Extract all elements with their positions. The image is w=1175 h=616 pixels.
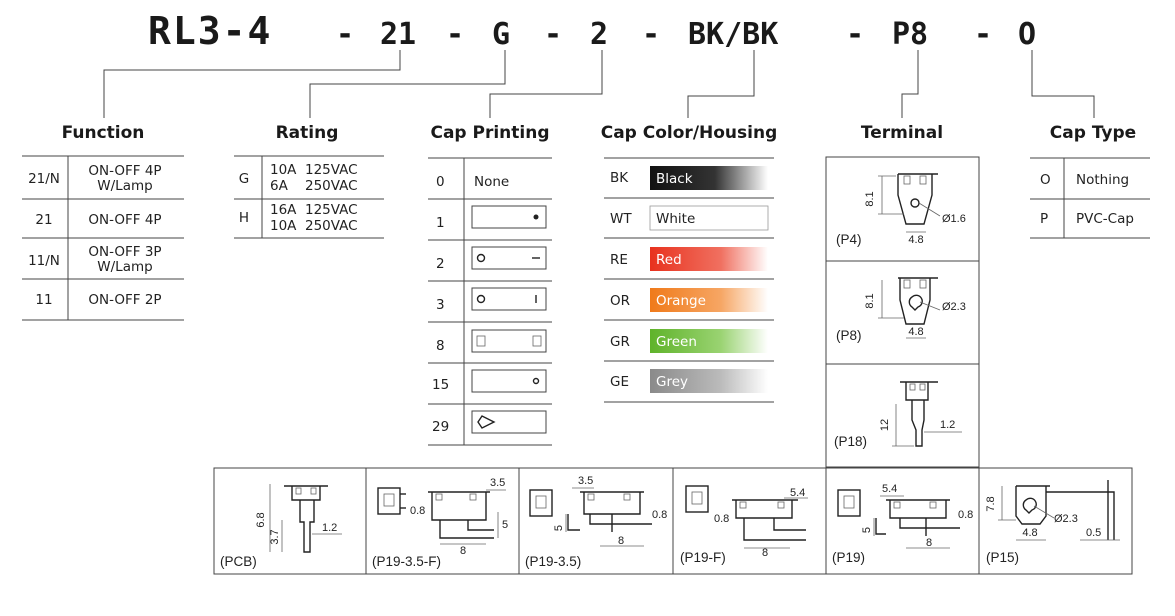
cap-print-code-2: 2 — [436, 256, 445, 272]
function-desc-2a: ON-OFF 3P — [88, 244, 162, 260]
cap-print-symbol-2 — [472, 247, 546, 269]
p19-35-f-dim-4: 8 — [460, 545, 467, 557]
terminal-p8-label: (P8) — [836, 328, 862, 343]
rating-line-0b: 6A 250VAC — [270, 178, 358, 194]
function-title: Function — [61, 123, 145, 143]
cap-printing-table — [428, 123, 552, 445]
color-label-grey: Grey — [656, 374, 689, 390]
rating-title: Rating — [275, 123, 339, 143]
terminal-p4-label: (P4) — [836, 232, 862, 247]
cap-print-code-15: 15 — [432, 377, 450, 393]
pcb-dim-2: 3.7 — [269, 529, 281, 545]
code-seg-rating: G — [492, 17, 511, 52]
color-code-re: RE — [610, 252, 628, 268]
function-code-3: 11 — [35, 292, 53, 308]
terminal-p19-f-drawing — [680, 486, 808, 565]
terminal-p19-label: (P19) — [832, 550, 866, 565]
color-code-bk: BK — [610, 170, 629, 186]
terminal-p8-dim-h: 8.1 — [864, 293, 876, 309]
cap-color-table — [601, 123, 778, 402]
cap-printing-title: Cap Printing — [430, 123, 550, 143]
terminal-p19-drawing — [832, 483, 973, 565]
p19-35-f-dim-1: 3.5 — [490, 477, 506, 489]
rating-table — [234, 123, 384, 238]
function-desc-3: ON-OFF 2P — [88, 292, 162, 308]
p19-35-dim-1: 3.5 — [578, 475, 594, 487]
p19-f-dim-1: 5.4 — [790, 487, 806, 499]
cap-print-symbol-8 — [472, 330, 546, 352]
code-sep-1: - — [336, 17, 355, 52]
cap-print-code-3: 3 — [436, 297, 445, 313]
color-label-orange: Orange — [656, 293, 706, 309]
terminal-pcb-drawing — [220, 484, 342, 569]
p15-dim-1: 7.8 — [985, 496, 997, 512]
p19-35-dim-4: 8 — [618, 535, 625, 547]
cap-print-none: None — [474, 174, 510, 190]
rating-line-0a: 10A 125VAC — [270, 162, 358, 178]
p19-dim-1: 5.4 — [882, 483, 898, 495]
cap-print-symbol-15 — [472, 370, 546, 392]
rating-line-1a: 16A 125VAC — [270, 202, 358, 218]
function-code-1: 21 — [35, 212, 53, 228]
cap-type-code-0: O — [1040, 172, 1051, 188]
color-label-green: Green — [656, 334, 697, 350]
cap-print-code-8: 8 — [436, 338, 445, 354]
function-code-2: 11/N — [28, 253, 60, 269]
bottom-terminal-strip — [214, 468, 1132, 574]
terminal-p15-drawing — [985, 480, 1120, 565]
terminal-p18-dim-w: 1.2 — [940, 419, 956, 431]
color-code-gr: GR — [610, 334, 630, 350]
pcb-dim-1: 6.8 — [255, 512, 267, 528]
pcb-dim-3: 1.2 — [322, 522, 338, 534]
p19-f-dim-2: 0.8 — [714, 513, 730, 525]
code-seg-terminal: P8 — [892, 17, 929, 52]
terminal-p8-drawing — [836, 278, 966, 343]
terminal-p4-dim-h: 8.1 — [864, 191, 876, 207]
color-code-wt: WT — [610, 211, 632, 227]
terminal-p4-drawing — [836, 174, 966, 247]
terminal-p4-dim-w: 4.8 — [908, 234, 924, 246]
terminal-panel — [826, 123, 979, 467]
p19-dim-2: 5 — [861, 526, 873, 534]
terminal-p8-dim-w: 4.8 — [908, 326, 924, 338]
cap-color-title: Cap Color/Housing — [600, 123, 778, 143]
p19-35-dim-3: 0.8 — [652, 509, 668, 521]
terminal-p19-35-label: (P19-3.5) — [525, 554, 582, 569]
cap-type-table — [1030, 123, 1150, 238]
terminal-p15-label: (P15) — [986, 550, 1020, 565]
terminal-p8-dim-d: Ø2.3 — [942, 301, 966, 313]
p15-dim-2: Ø2.3 — [1054, 513, 1078, 525]
p19-f-dim-3: 8 — [762, 547, 769, 559]
terminal-p19-f-label: (P19-F) — [680, 550, 726, 565]
code-sep-4: - — [642, 17, 661, 52]
p19-35-dim-2: 5 — [553, 524, 565, 532]
cap-print-code-1: 1 — [436, 215, 445, 231]
code-seg-cap-color: BK/BK — [688, 17, 779, 52]
rating-line-1b: 10A 250VAC — [270, 218, 358, 234]
code-sep-3: - — [544, 17, 563, 52]
code-base: RL3-4 — [148, 9, 273, 53]
code-sep-6: - — [974, 17, 993, 52]
part-number-code — [148, 9, 1036, 53]
p19-35-f-dim-2: 0.8 — [410, 505, 426, 517]
color-label-black: Black — [656, 171, 693, 187]
terminal-p19-35-f-label: (P19-3.5-F) — [372, 554, 442, 569]
terminal-p18-drawing — [834, 382, 962, 449]
p19-dim-3: 0.8 — [958, 509, 974, 521]
p19-dim-4: 8 — [926, 537, 933, 549]
code-seg-function: 21 — [380, 17, 417, 52]
code-seg-cap-printing: 2 — [590, 17, 609, 52]
color-label-white: White — [656, 211, 696, 227]
cap-print-symbol-3 — [472, 288, 546, 310]
p19-35-f-dim-3: 5 — [502, 519, 509, 531]
cap-type-label-0: Nothing — [1076, 172, 1130, 188]
cap-print-code-29: 29 — [432, 419, 450, 435]
cap-type-title: Cap Type — [1049, 123, 1137, 143]
cap-print-symbol-1 — [472, 206, 546, 228]
terminal-title: Terminal — [860, 123, 944, 143]
cap-type-code-1: P — [1040, 211, 1049, 227]
cap-print-symbol-29 — [472, 411, 546, 433]
color-code-ge: GE — [610, 374, 629, 390]
cap-print-code-0: 0 — [436, 174, 445, 190]
p15-dim-3: 4.8 — [1022, 527, 1038, 539]
function-desc-0a: ON-OFF 4P — [88, 163, 162, 179]
code-sep-2: - — [446, 17, 465, 52]
color-label-red: Red — [656, 252, 682, 268]
function-desc-2b: W/Lamp — [97, 259, 153, 275]
cap-type-label-1: PVC-Cap — [1076, 211, 1134, 227]
code-sep-5: - — [846, 17, 865, 52]
terminal-pcb-label: (PCB) — [220, 554, 257, 569]
code-seg-cap-type: O — [1018, 17, 1037, 52]
terminal-p4-dim-d: Ø1.6 — [942, 213, 966, 225]
function-code-0: 21/N — [28, 171, 60, 187]
terminal-p19-35-drawing — [525, 475, 667, 569]
terminal-p18-dim-h: 12 — [879, 418, 891, 432]
function-desc-1: ON-OFF 4P — [88, 212, 162, 228]
rating-code-1: H — [238, 210, 250, 226]
function-table — [22, 123, 184, 320]
terminal-p19-35-f-drawing — [372, 477, 508, 569]
terminal-p18-label: (P18) — [834, 434, 868, 449]
p15-dim-4: 0.5 — [1086, 527, 1102, 539]
leader-lines — [104, 50, 1094, 118]
color-code-or: OR — [610, 293, 631, 309]
function-desc-0b: W/Lamp — [97, 178, 153, 194]
rating-code-0: G — [238, 171, 250, 187]
